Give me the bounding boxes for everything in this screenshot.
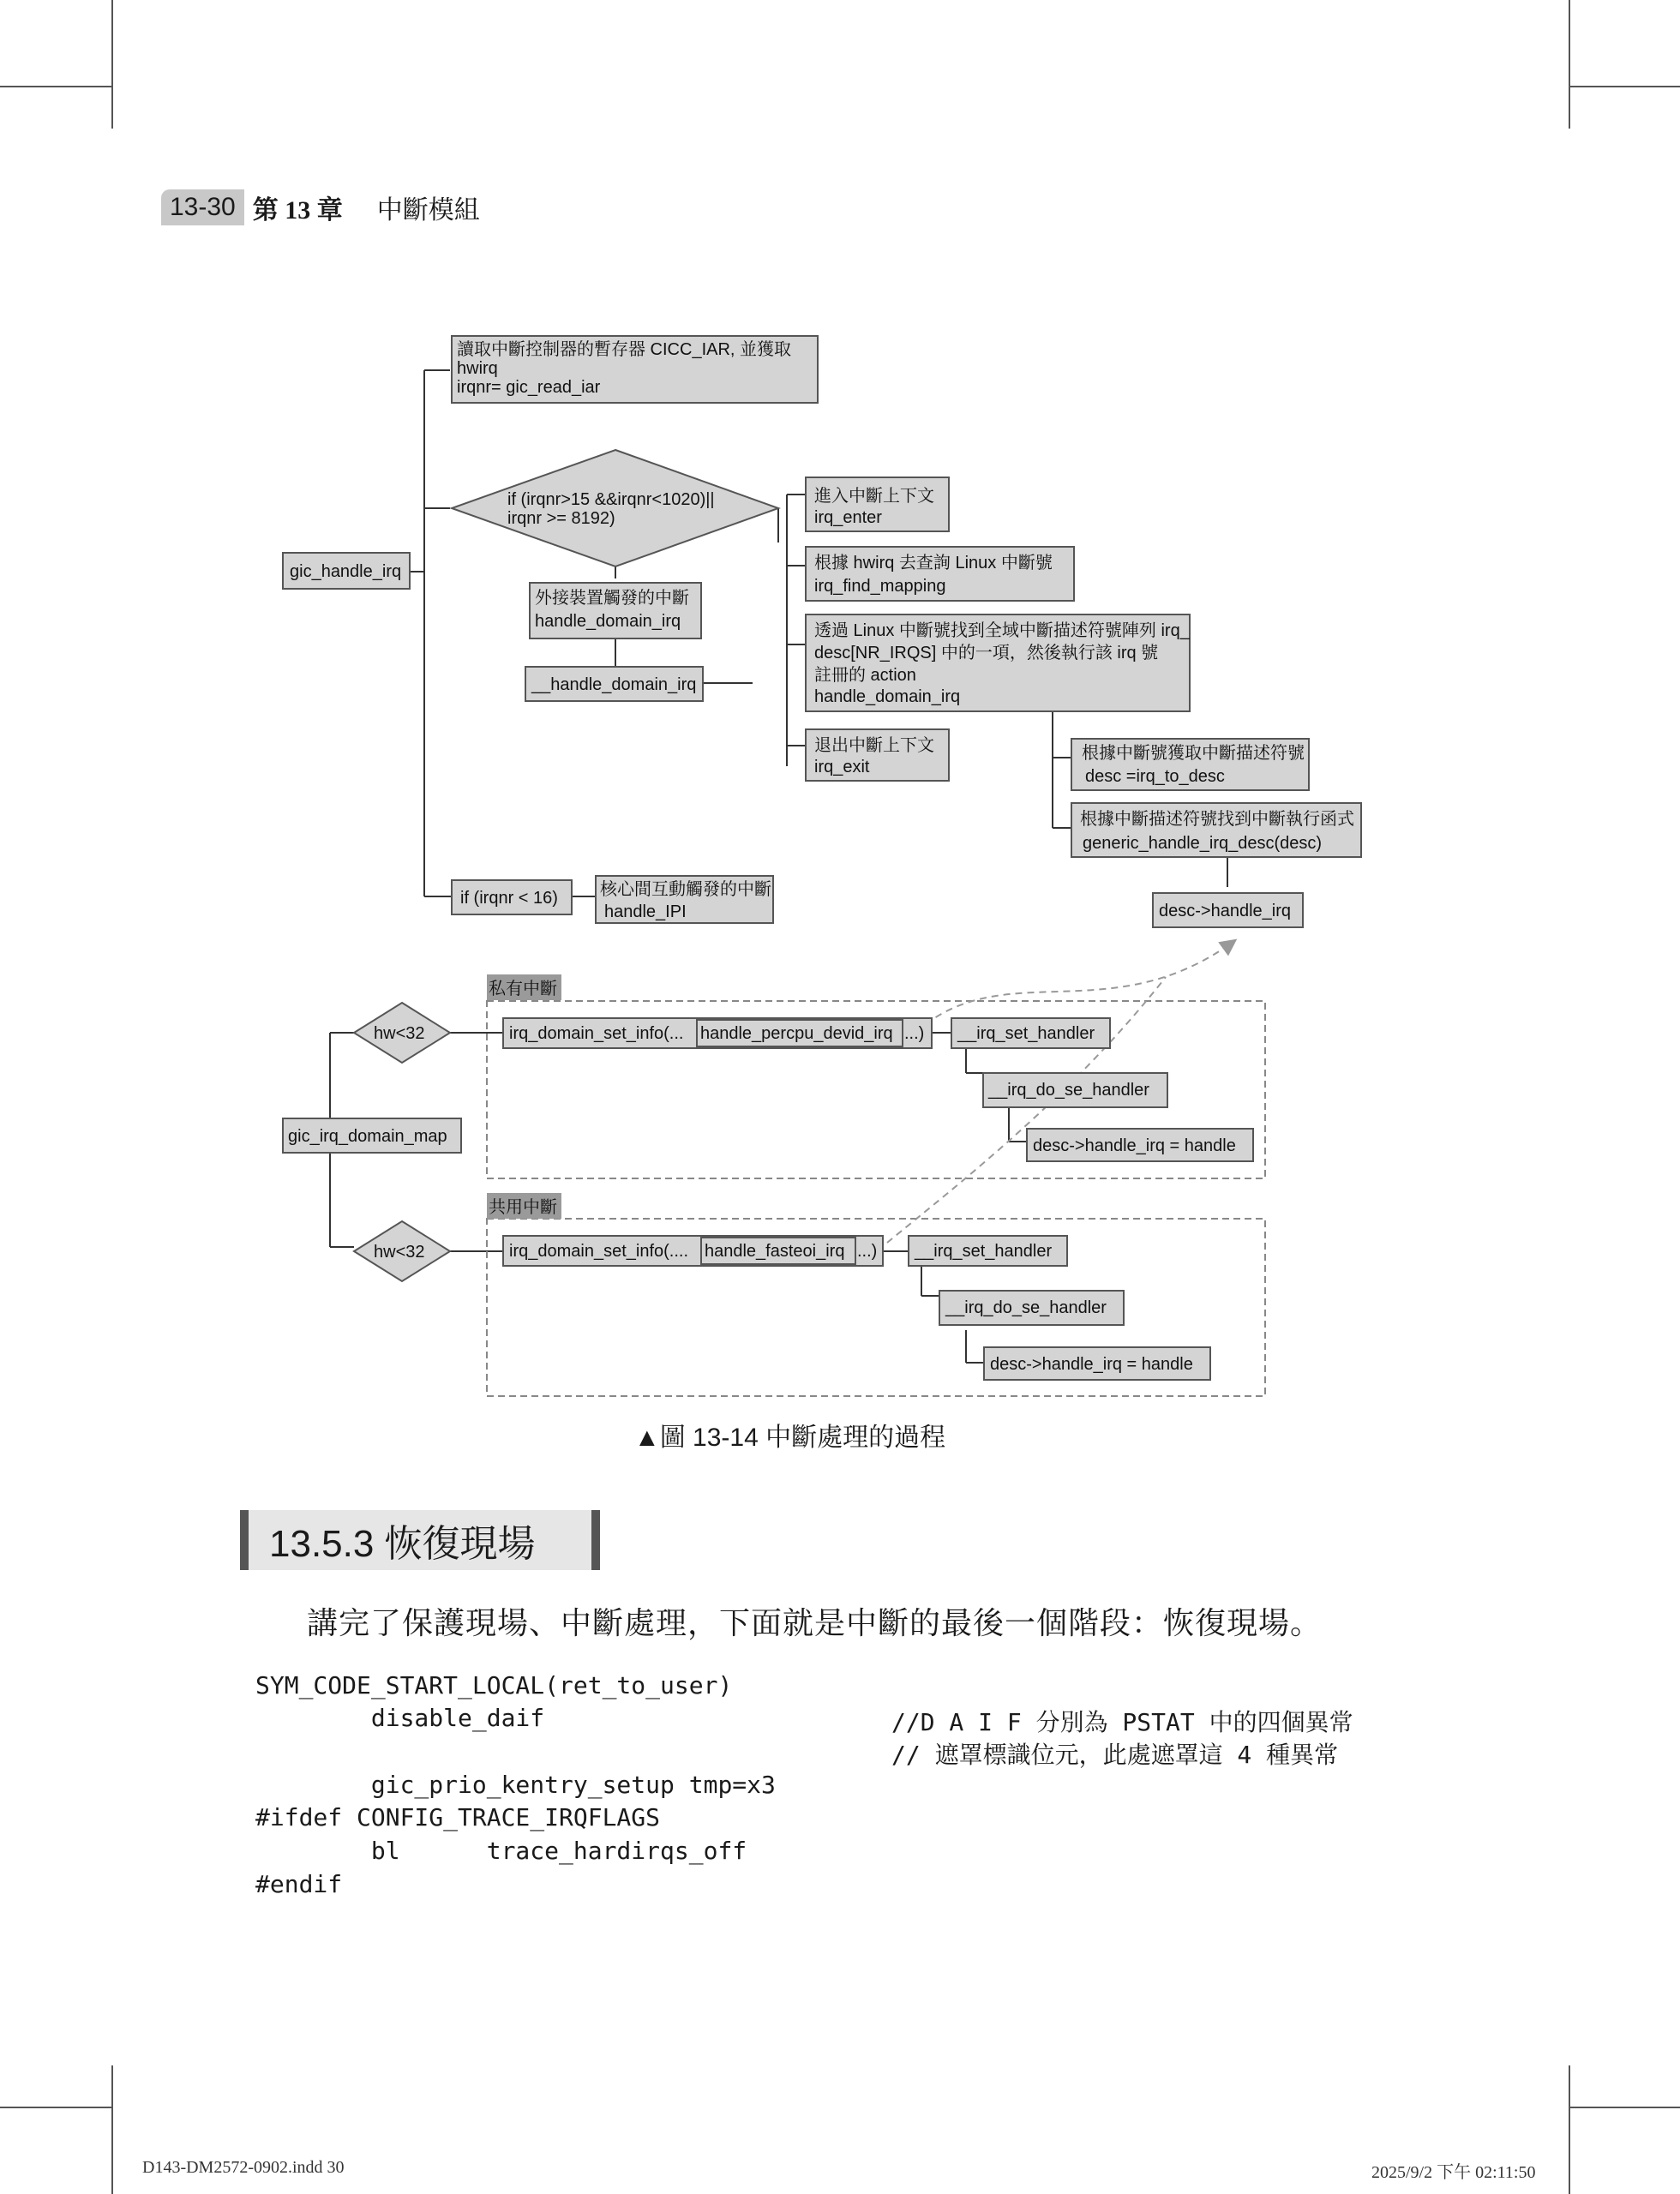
private-set-info-suffix: ...) (904, 1024, 925, 1043)
footer-file: D143-DM2572-0902.indd 30 (142, 2158, 345, 2177)
handle-domain-irq-label: __handle_domain_irq (531, 675, 697, 694)
condition-line2: irqnr >= 8192) (507, 509, 615, 528)
crop-mark (1569, 2107, 1680, 2108)
crop-mark (0, 2107, 111, 2108)
code-line: #ifdef CONFIG_TRACE_IRQFLAGS (255, 1803, 661, 1831)
desc-handle-irq-label: desc->handle_irq (1159, 902, 1291, 920)
code-line: #endif (255, 1870, 343, 1898)
desc-assign-private: desc->handle_irq = handle (1033, 1136, 1236, 1155)
code-line: SYM_CODE_START_LOCAL(ret_to_user) (255, 1671, 733, 1699)
shared-set-info-suffix: ...) (857, 1242, 878, 1261)
private-irq-label: 私有中斷 (489, 980, 557, 998)
code-line: disable_daif (255, 1704, 545, 1732)
irq-to-desc-line2: desc =irq_to_desc (1085, 767, 1225, 786)
private-set-info-prefix: irq_domain_set_info(... (509, 1024, 684, 1043)
hw-lt-32-shared: hw<32 (374, 1243, 425, 1262)
global-desc-line2: desc[NR_IRQS] 中的一項，然後執行該 irq 號 (814, 644, 1159, 662)
body-paragraph: 講完了保護現場、中斷處理，下面就是中斷的最後一個階段：恢復現場。 (307, 1606, 1323, 1641)
irq-exit-line1: 退出中斷上下文 (814, 736, 934, 755)
condition-line1: if (irqnr>15 &&irqnr<1020)|| (507, 490, 715, 509)
irq-set-handler-private: __irq_set_handler (957, 1024, 1095, 1043)
desc-assign-shared: desc->handle_irq = handle (990, 1355, 1193, 1374)
code-comment: //D A I F 分別為 PSTAT 中的四個異常 (891, 1708, 1353, 1736)
shared-set-info-handler: handle_fasteoi_irq (705, 1242, 845, 1261)
page-number: 13-30 (161, 189, 244, 225)
code-line: bl trace_hardirqs_off (255, 1837, 747, 1865)
code-line: gic_prio_kentry_setup tmp=x3 (255, 1771, 776, 1799)
irq-do-se-handler-private: __irq_do_se_handler (988, 1081, 1149, 1100)
figure-caption: ▲圖 13-14 中斷處理的過程 (634, 1424, 946, 1452)
crop-mark (1569, 2065, 1570, 2194)
code-comment: // 遮罩標識位元，此處遮罩這 4 種異常 (891, 1741, 1339, 1769)
irq-enter-line2: irq_enter (814, 508, 882, 527)
external-irq-line1: 外接裝置觸發的中斷 (535, 589, 689, 608)
shared-set-info-prefix: irq_domain_set_info(.... (509, 1242, 689, 1261)
gic-irq-domain-map-label: gic_irq_domain_map (288, 1127, 447, 1146)
section-heading: 13.5.3 恢復現場 (240, 1510, 600, 1570)
footer-timestamp: 2025/9/2 下午 02:11:50 (1371, 2163, 1536, 2182)
irq-do-se-handler-shared: __irq_do_se_handler (945, 1298, 1107, 1317)
read-iar-line1: 讀取中斷控制器的暫存器 CICC_IAR, 並獲取 (457, 340, 792, 359)
external-irq-line2: handle_domain_irq (535, 612, 681, 631)
read-iar-line3: irqnr= gic_read_iar (457, 378, 601, 397)
generic-handle-line1: 根據中斷描述符號找到中斷執行函式 (1080, 810, 1354, 829)
crop-mark (111, 2065, 113, 2194)
private-set-info-handler: handle_percpu_devid_irq (700, 1024, 893, 1043)
chapter-number: 第 13 章 (252, 196, 343, 225)
ipi-line1: 核心間互動觸發的中斷 (600, 880, 771, 899)
chapter-title: 中斷模組 (376, 195, 480, 225)
find-mapping-line2: irq_find_mapping (814, 577, 946, 596)
read-iar-line2: hwirq (457, 359, 498, 378)
irq-exit-line2: irq_exit (814, 758, 870, 776)
irq-to-desc-line1: 根據中斷號獲取中斷描述符號 (1082, 744, 1305, 763)
gic-handle-irq-label: gic_handle_irq (290, 562, 402, 581)
global-desc-line1: 透過 Linux 中斷號找到全域中斷描述符號陣列 irq_ (814, 621, 1190, 640)
global-desc-line4: handle_domain_irq (814, 687, 961, 706)
hw-lt-32-private: hw<32 (374, 1024, 425, 1043)
shared-irq-label: 共用中斷 (489, 1198, 557, 1217)
ipi-condition-label: if (irqnr < 16) (460, 889, 558, 908)
generic-handle-line2: generic_handle_irq_desc(desc) (1083, 834, 1323, 853)
irq-set-handler-shared: __irq_set_handler (915, 1242, 1053, 1261)
ipi-line2: handle_IPI (604, 902, 687, 921)
find-mapping-line1: 根據 hwirq 去查詢 Linux 中斷號 (814, 554, 1053, 572)
global-desc-line3: 註冊的 action (814, 666, 916, 685)
irq-enter-line1: 進入中斷上下文 (814, 487, 934, 506)
